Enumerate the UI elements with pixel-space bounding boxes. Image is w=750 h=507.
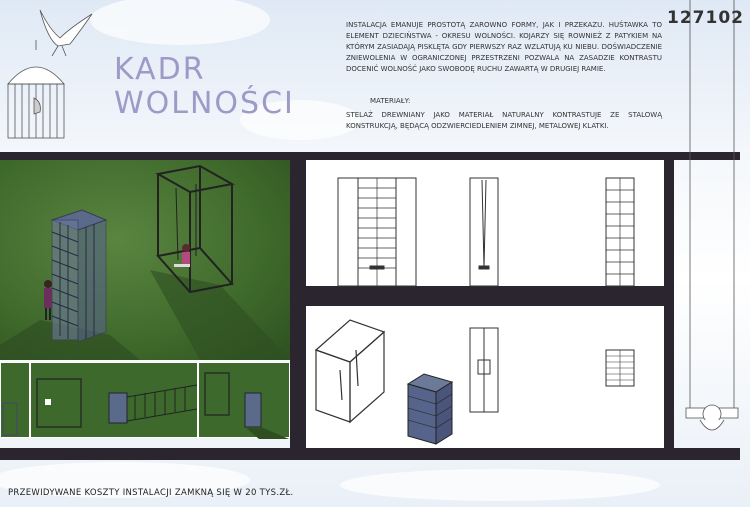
bird-cage-icon <box>8 40 64 138</box>
materials-heading: MATERIAŁY: <box>370 97 411 105</box>
elevation-side <box>470 178 498 286</box>
bottom-band <box>0 448 740 460</box>
elevation-front <box>338 178 416 286</box>
render-drawing <box>0 160 290 360</box>
render-thumbnail-3 <box>198 362 290 438</box>
materials-text: STELAŻ DREWNIANY JAKO MATERIAŁ NATURALNY KONTRASTUJE ZE STALOWĄ KONSTRUKCJĄ, BĘDĄCĄ ODZWIERCIEDLENIEM ZIMNEJ, METALOWEJ KLATKI. <box>346 111 662 130</box>
render-thumbnail-1 <box>0 362 30 438</box>
drawings-svg <box>306 160 664 448</box>
person-on-swing-icon <box>174 244 190 267</box>
standing-person-icon <box>44 280 52 320</box>
plan-cage <box>606 350 634 386</box>
elevation-cage <box>606 178 634 286</box>
swing-sketch-icon <box>686 0 738 430</box>
description-text: INSTALACJA EMANUJE PROSTOTĄ ZAROWNO FORMY, JAK I PRZEKAZU. HUŚTAWKA TO ELEMENT DZIECIŃSTWA - OKRESU WOLNOŚCI. KOJARZY SIĘ ROWNIEŻ Z PATYKIEM NA KTÓRYM ZASIADAJĄ PISKLĘTA GDY PIERWSZY RAZ WZLATUJĄ KU NIEBU. DOŚWIADCZENIE ZNIEWOLENIA W OGRANICZONEJ PRZESTRZENI POZWALA NA ZASADZIE KONTRASTU DOCENIĆ WOLNOŚĆ JAKO SWOBODĘ RUCHU ZAWARTĄ W DRUGIEJ RAMIE. <box>346 21 662 73</box>
cost-note: PRZEWIDYWANE KOSZTY INSTALACJI ZAMKNĄ SIĘ W 20 TYS.ZŁ. <box>8 488 294 498</box>
render-main <box>0 160 290 360</box>
axonometric-frame <box>316 320 384 422</box>
title-line-2: WOLNOŚCI <box>114 86 295 121</box>
board-id: 127102 <box>667 8 744 28</box>
plan-swing <box>470 328 498 412</box>
divider-vertical <box>290 160 306 448</box>
technical-drawings <box>306 160 664 448</box>
dove-icon <box>40 10 92 56</box>
top-band <box>0 152 740 160</box>
swing-frame-icon <box>158 166 232 292</box>
title-line-1: KADR <box>114 52 206 87</box>
render-thumbnail-2 <box>30 362 198 438</box>
axonometric-cage <box>408 374 452 444</box>
divider-right <box>664 160 674 448</box>
ground-band <box>306 286 664 306</box>
cage-tower-icon <box>52 210 106 342</box>
